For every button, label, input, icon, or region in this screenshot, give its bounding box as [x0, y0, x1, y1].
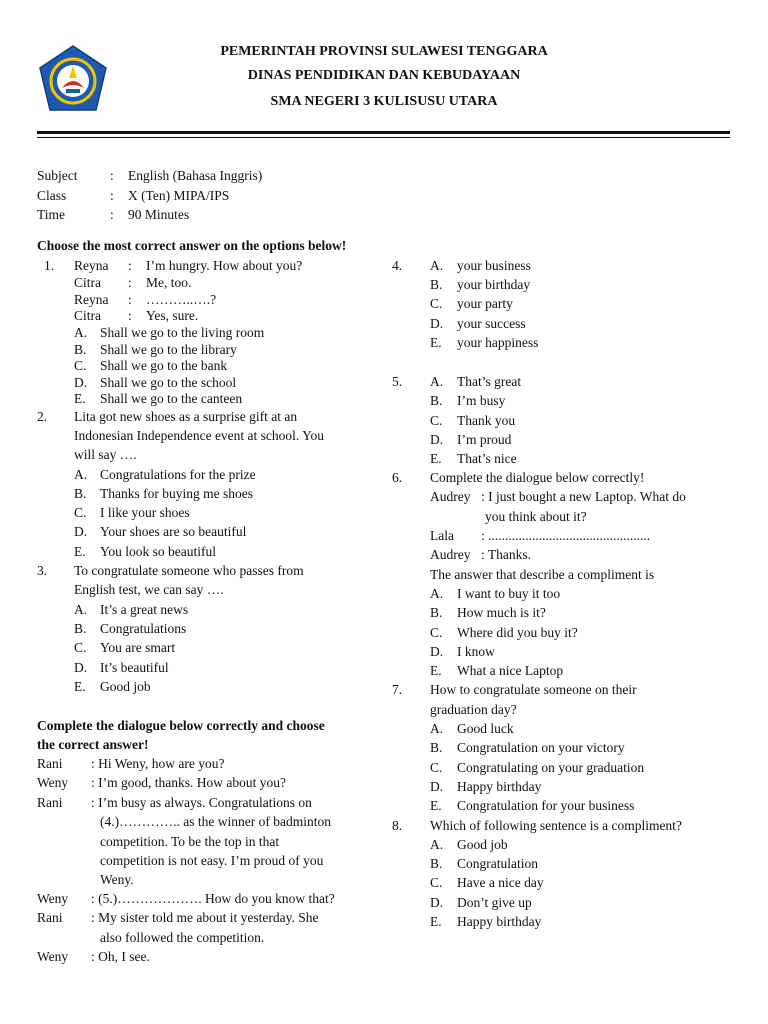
- q1-speaker: Reyna: [74, 258, 109, 273]
- q7-option-e[interactable]: Congratulation for your business: [457, 798, 635, 813]
- dialogue-line: : I’m good, thanks. How about you?: [91, 775, 286, 790]
- q4-option-letter: D.: [430, 316, 444, 331]
- dialogue-speaker: Weny: [37, 891, 69, 906]
- q8-option-d[interactable]: Don’t give up: [457, 895, 532, 910]
- dialogue-line: : I’m busy as always. Congratulations on: [91, 795, 312, 810]
- q1-number: 1.: [44, 258, 55, 273]
- q5-option-d[interactable]: I’m proud: [457, 432, 512, 447]
- dialogue-line: : (5.)………………. How do you know that?: [91, 891, 335, 906]
- info-time-label: Time: [37, 207, 66, 222]
- q2-text-line: Lita got new shoes as a surprise gift at an: [74, 409, 298, 424]
- q2-option-letter: A.: [74, 467, 88, 482]
- q2-option-e[interactable]: You look so beautiful: [100, 544, 217, 559]
- q8-option-letter: B.: [430, 856, 443, 871]
- q2-text-line: will say ….: [74, 447, 137, 462]
- dialogue-line: competition is not easy. I’m proud of you: [100, 853, 324, 868]
- q7-option-letter: B.: [430, 740, 443, 755]
- q3-option-letter: A.: [74, 602, 88, 617]
- q4-option-e[interactable]: your happiness: [457, 335, 539, 350]
- q1-sep: :: [128, 258, 132, 273]
- dialogue-line: Weny.: [100, 872, 134, 887]
- q5-option-e[interactable]: That’s nice: [457, 451, 517, 466]
- dialogue-speaker: Rani: [37, 795, 63, 810]
- q3-option-e[interactable]: Good job: [100, 679, 151, 694]
- q6-option-letter: E.: [430, 663, 442, 678]
- q4-option-letter: B.: [430, 277, 443, 292]
- q8-option-letter: D.: [430, 895, 444, 910]
- q6-speaker: Audrey: [430, 547, 471, 562]
- dialogue-line: : Oh, I see.: [91, 949, 150, 964]
- q2-option-c[interactable]: I like your shoes: [100, 505, 190, 520]
- q1-option-a[interactable]: Shall we go to the living room: [100, 325, 265, 340]
- q3-option-c[interactable]: You are smart: [100, 640, 176, 655]
- q1-line: Me, too.: [146, 275, 192, 290]
- q1-speaker: Citra: [74, 308, 101, 323]
- q8-option-a[interactable]: Good job: [457, 837, 508, 852]
- header-rule-thin: [37, 137, 730, 138]
- q3-text-line: English test, we can say ….: [74, 582, 224, 597]
- q4-option-letter: A.: [430, 258, 444, 273]
- q8-option-c[interactable]: Have a nice day: [457, 875, 544, 890]
- q6-option-b[interactable]: How much is it?: [457, 605, 546, 620]
- q6-option-letter: C.: [430, 625, 443, 640]
- dialogue-line: : My sister told me about it yesterday. She: [91, 910, 319, 925]
- q5-option-letter: A.: [430, 374, 444, 389]
- dialogue-line: : Hi Weny, how are you?: [91, 756, 225, 771]
- q1-sep: :: [128, 292, 132, 307]
- q5-option-letter: B.: [430, 393, 443, 408]
- dialogue-speaker: Rani: [37, 910, 63, 925]
- info-class-label: Class: [37, 188, 67, 203]
- q7-text-line: graduation day?: [430, 702, 517, 717]
- q4-option-a[interactable]: your business: [457, 258, 531, 273]
- q7-option-letter: A.: [430, 721, 444, 736]
- q6-option-letter: D.: [430, 644, 444, 659]
- q1-speaker: Reyna: [74, 292, 109, 307]
- q6-instruction: Complete the dialogue below correctly!: [430, 470, 645, 485]
- q4-option-letter: E.: [430, 335, 442, 350]
- q8-number: 8.: [392, 818, 403, 833]
- q3-option-a[interactable]: It’s a great news: [100, 602, 189, 617]
- q1-option-letter: C.: [74, 358, 87, 373]
- q6-line: : ................................................: [481, 528, 651, 543]
- q2-number: 2.: [37, 409, 48, 424]
- q7-number: 7.: [392, 682, 403, 697]
- q6-option-letter: A.: [430, 586, 444, 601]
- q6-line: : Thanks.: [481, 547, 531, 562]
- q2-text-line: Indonesian Independence event at school. You: [74, 428, 325, 443]
- q2-option-a[interactable]: Congratulations for the prize: [100, 467, 256, 482]
- info-subject-label: Subject: [37, 168, 78, 183]
- q2-option-letter: C.: [74, 505, 87, 520]
- q6-option-e[interactable]: What a nice Laptop: [457, 663, 564, 678]
- q1-option-c[interactable]: Shall we go to the bank: [100, 358, 228, 373]
- q1-line: I’m hungry. How about you?: [146, 258, 303, 273]
- dialogue-speaker: Weny: [37, 775, 69, 790]
- q8-option-letter: E.: [430, 914, 442, 929]
- q2-option-b[interactable]: Thanks for buying me shoes: [100, 486, 253, 501]
- q7-option-letter: D.: [430, 779, 444, 794]
- q7-option-letter: C.: [430, 760, 443, 775]
- q3-option-d[interactable]: It’s beautiful: [100, 660, 169, 675]
- q1-sep: :: [128, 308, 132, 323]
- header-rule-thick: [37, 131, 730, 134]
- q3-option-letter: C.: [74, 640, 87, 655]
- q3-text-line: To congratulate someone who passes from: [74, 563, 304, 578]
- q1-option-b[interactable]: Shall we go to the library: [100, 342, 237, 357]
- q1-option-letter: D.: [74, 375, 88, 390]
- q8-option-letter: C.: [430, 875, 443, 890]
- q1-option-letter: E.: [74, 391, 86, 406]
- q6-line: : I just bought a new Laptop. What do: [481, 489, 686, 504]
- q1-line: ………..….?: [146, 292, 217, 307]
- q4-option-d[interactable]: your success: [457, 316, 526, 331]
- q4-option-c[interactable]: your party: [457, 296, 513, 311]
- header-line-1: PEMERINTAH PROVINSI SULAWESI TENGGARA: [220, 44, 548, 59]
- q5-option-letter: E.: [430, 451, 442, 466]
- instruction-2-line: the correct answer!: [37, 737, 149, 752]
- q5-option-a[interactable]: That’s great: [457, 374, 522, 389]
- q7-option-d[interactable]: Happy birthday: [457, 779, 542, 794]
- q3-option-letter: D.: [74, 660, 88, 675]
- q2-option-letter: D.: [74, 524, 88, 539]
- q4-number: 4.: [392, 258, 403, 273]
- q6-question: The answer that describe a compliment is: [430, 567, 655, 582]
- q5-option-letter: D.: [430, 432, 444, 447]
- info-class-sep: :: [110, 188, 114, 203]
- q8-option-letter: A.: [430, 837, 444, 852]
- dialogue-speaker: Rani: [37, 756, 63, 771]
- q6-speaker: Audrey: [430, 489, 471, 504]
- q6-option-d[interactable]: I know: [457, 644, 495, 659]
- dialogue-speaker: Weny: [37, 949, 69, 964]
- q8-option-e[interactable]: Happy birthday: [457, 914, 542, 929]
- q6-option-c[interactable]: Where did you buy it?: [457, 625, 578, 640]
- q5-number: 5.: [392, 374, 403, 389]
- q2-option-letter: B.: [74, 486, 87, 501]
- q1-option-e[interactable]: Shall we go to the canteen: [100, 391, 243, 406]
- q3-option-b[interactable]: Congratulations: [100, 621, 187, 636]
- q1-option-d[interactable]: Shall we go to the school: [100, 375, 237, 390]
- q3-option-letter: B.: [74, 621, 87, 636]
- q7-option-letter: E.: [430, 798, 442, 813]
- q6-option-letter: B.: [430, 605, 443, 620]
- info-subject-sep: :: [110, 168, 114, 183]
- q1-speaker: Citra: [74, 275, 101, 290]
- dialogue-line: also followed the competition.: [100, 930, 265, 945]
- info-class-value: X (Ten) MIPA/IPS: [128, 188, 230, 203]
- q8-question: Which of following sentence is a compliment?: [430, 818, 682, 833]
- q6-speaker: Lala: [430, 528, 454, 543]
- q2-option-letter: E.: [74, 544, 86, 559]
- q4-option-b[interactable]: your birthday: [457, 277, 531, 292]
- q1-option-letter: B.: [74, 342, 87, 357]
- q4-option-letter: C.: [430, 296, 443, 311]
- instruction-2-line: Complete the dialogue below correctly and choose: [37, 718, 325, 733]
- info-time-sep: :: [110, 207, 114, 222]
- header-line-3: SMA NEGERI 3 KULISUSU UTARA: [270, 94, 498, 109]
- q5-option-b[interactable]: I’m busy: [457, 393, 506, 408]
- dialogue-line: competition. To be the top in that: [100, 834, 280, 849]
- q1-sep: :: [128, 275, 132, 290]
- q6-option-a[interactable]: I want to buy it too: [457, 586, 561, 601]
- info-subject-value: English (Bahasa Inggris): [128, 168, 263, 183]
- info-time-value: 90 Minutes: [128, 207, 190, 222]
- q7-option-c[interactable]: Congratulating on your graduation: [457, 760, 645, 775]
- q7-option-a[interactable]: Good luck: [457, 721, 514, 736]
- q6-number: 6.: [392, 470, 403, 485]
- q6-line: you think about it?: [485, 509, 587, 524]
- q5-option-c[interactable]: Thank you: [457, 413, 516, 428]
- q7-text-line: How to congratulate someone on their: [430, 682, 637, 697]
- q3-number: 3.: [37, 563, 48, 578]
- q8-option-b[interactable]: Congratulation: [457, 856, 538, 871]
- q1-option-letter: A.: [74, 325, 88, 340]
- q5-option-letter: C.: [430, 413, 443, 428]
- header-line-2: DINAS PENDIDIKAN DAN KEBUDAYAAN: [247, 68, 521, 83]
- instruction-1: Choose the most correct answer on the options below!: [37, 238, 347, 253]
- q1-line: Yes, sure.: [146, 308, 199, 323]
- q3-option-letter: E.: [74, 679, 86, 694]
- dialogue-line: (4.)………….. as the winner of badminton: [100, 814, 331, 829]
- q7-option-b[interactable]: Congratulation on your victory: [457, 740, 625, 755]
- q2-option-d[interactable]: Your shoes are so beautiful: [100, 524, 247, 539]
